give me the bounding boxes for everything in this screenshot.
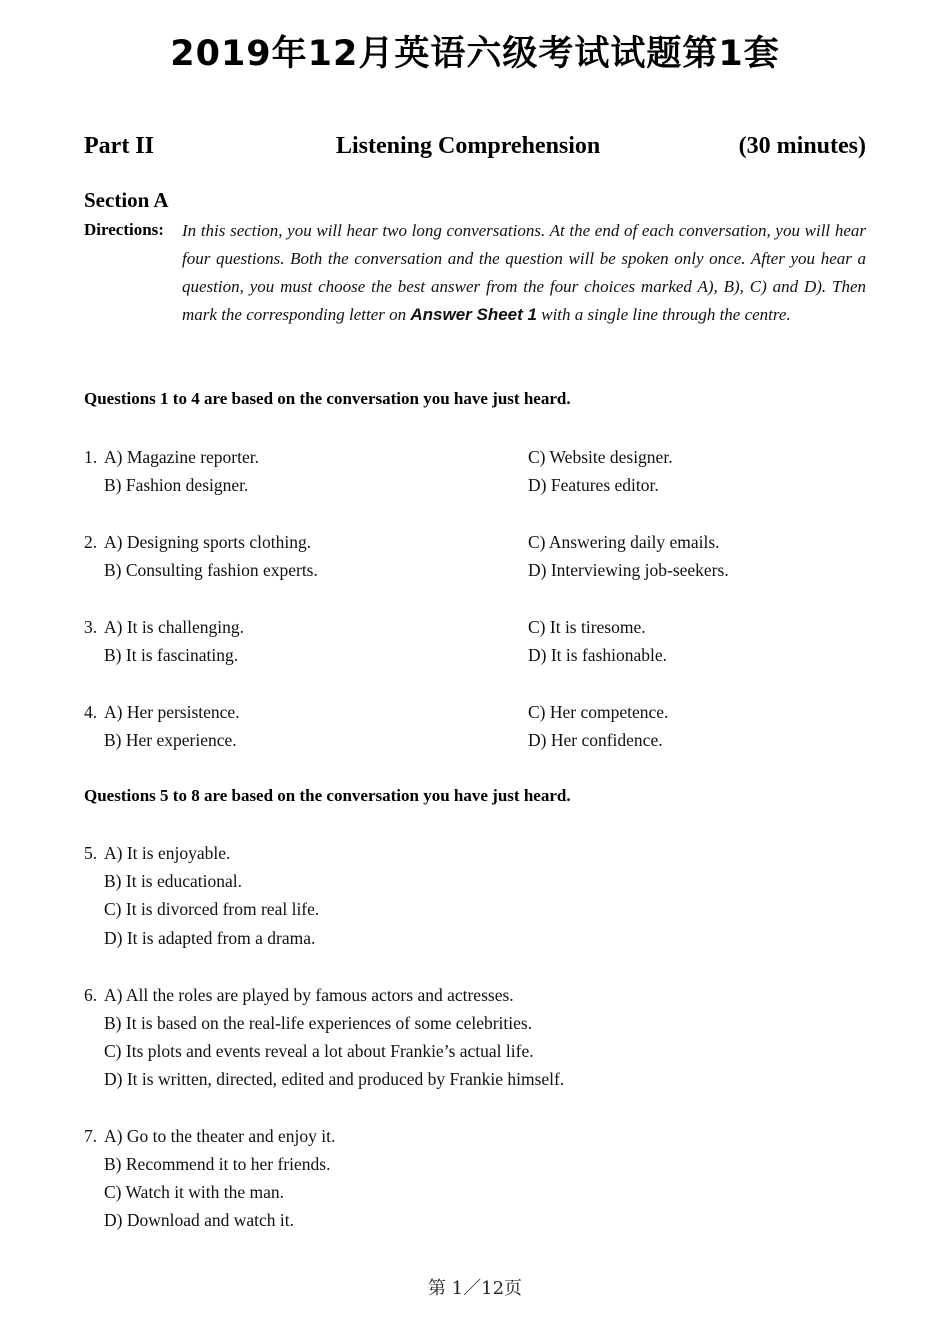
question-number: 2.: [84, 532, 98, 552]
section-title: Section A: [84, 188, 169, 212]
question-number: 5.: [84, 843, 98, 863]
option-c: C) Website designer.: [528, 447, 673, 467]
page-footer: 第 1／12页: [427, 1278, 523, 1299]
option-d: D) Download and watch it.: [104, 1210, 295, 1230]
directions-text-after: with a single line through the centre.: [536, 305, 791, 324]
option-a: A) Magazine reporter.: [104, 447, 259, 467]
option-a: A) It is challenging.: [104, 617, 244, 637]
directions-text-before: In this section, you will hear two long conversations. At the end of each conversation, you will hear four questions. Both the conversation and the question will be spoken only once. After you hear a question, you must choose the best answer from the four choices marked A), B), C) and D). Then mark the corresponding letter on: [182, 221, 866, 324]
question-number: 7.: [84, 1126, 98, 1146]
part-name: Listening Comprehension: [336, 133, 601, 159]
part-label: Part II: [84, 133, 154, 159]
option-a: A) Designing sports clothing.: [104, 532, 312, 552]
option-b: B) Fashion designer.: [104, 475, 249, 495]
option-d: D) Features editor.: [528, 475, 659, 495]
option-b: B) It is based on the real-life experiences of some celebrities.: [104, 1013, 533, 1033]
option-b: B) Recommend it to her friends.: [104, 1154, 331, 1174]
option-b: B) It is educational.: [104, 871, 243, 891]
option-d: D) Her confidence.: [528, 730, 663, 750]
option-c: C) It is divorced from real life.: [104, 899, 320, 919]
question-number: 1.: [84, 447, 98, 467]
answer-sheet-label: Answer Sheet 1: [410, 305, 537, 324]
option-d: D) Interviewing job-seekers.: [528, 560, 729, 580]
option-a: A) It is enjoyable.: [104, 843, 231, 863]
question-number: 6.: [84, 985, 98, 1005]
part-time: (30 minutes): [738, 133, 866, 159]
option-a: A) Her persistence.: [104, 702, 240, 722]
option-d: D) It is fashionable.: [528, 645, 667, 665]
group-header-5-8: Questions 5 to 8 are based on the conversation you have just heard.: [84, 786, 571, 805]
directions-label: Directions:: [84, 220, 164, 239]
question-number: 4.: [84, 702, 98, 722]
question-number: 3.: [84, 617, 98, 637]
group-header-1-4: Questions 1 to 4 are based on the conversation you have just heard.: [84, 389, 571, 408]
directions-text: [182, 217, 866, 329]
option-a: A) Go to the theater and enjoy it.: [104, 1126, 336, 1146]
option-b: B) Consulting fashion experts.: [104, 560, 318, 580]
option-c: C) Her competence.: [528, 702, 669, 722]
option-b: B) Her experience.: [104, 730, 237, 750]
document-title: 2019年12月英语六级考试试题第1套: [170, 34, 780, 74]
option-c: C) Its plots and events reveal a lot about Frankie’s actual life.: [104, 1041, 534, 1061]
option-c: C) Watch it with the man.: [104, 1182, 285, 1202]
option-c: C) Answering daily emails.: [528, 532, 720, 552]
option-a: A) All the roles are played by famous actors and actresses.: [104, 985, 514, 1005]
option-b: B) It is fascinating.: [104, 645, 239, 665]
option-c: C) It is tiresome.: [528, 617, 646, 637]
option-d: D) It is written, directed, edited and produced by Frankie himself.: [104, 1069, 565, 1089]
option-d: D) It is adapted from a drama.: [104, 928, 316, 948]
